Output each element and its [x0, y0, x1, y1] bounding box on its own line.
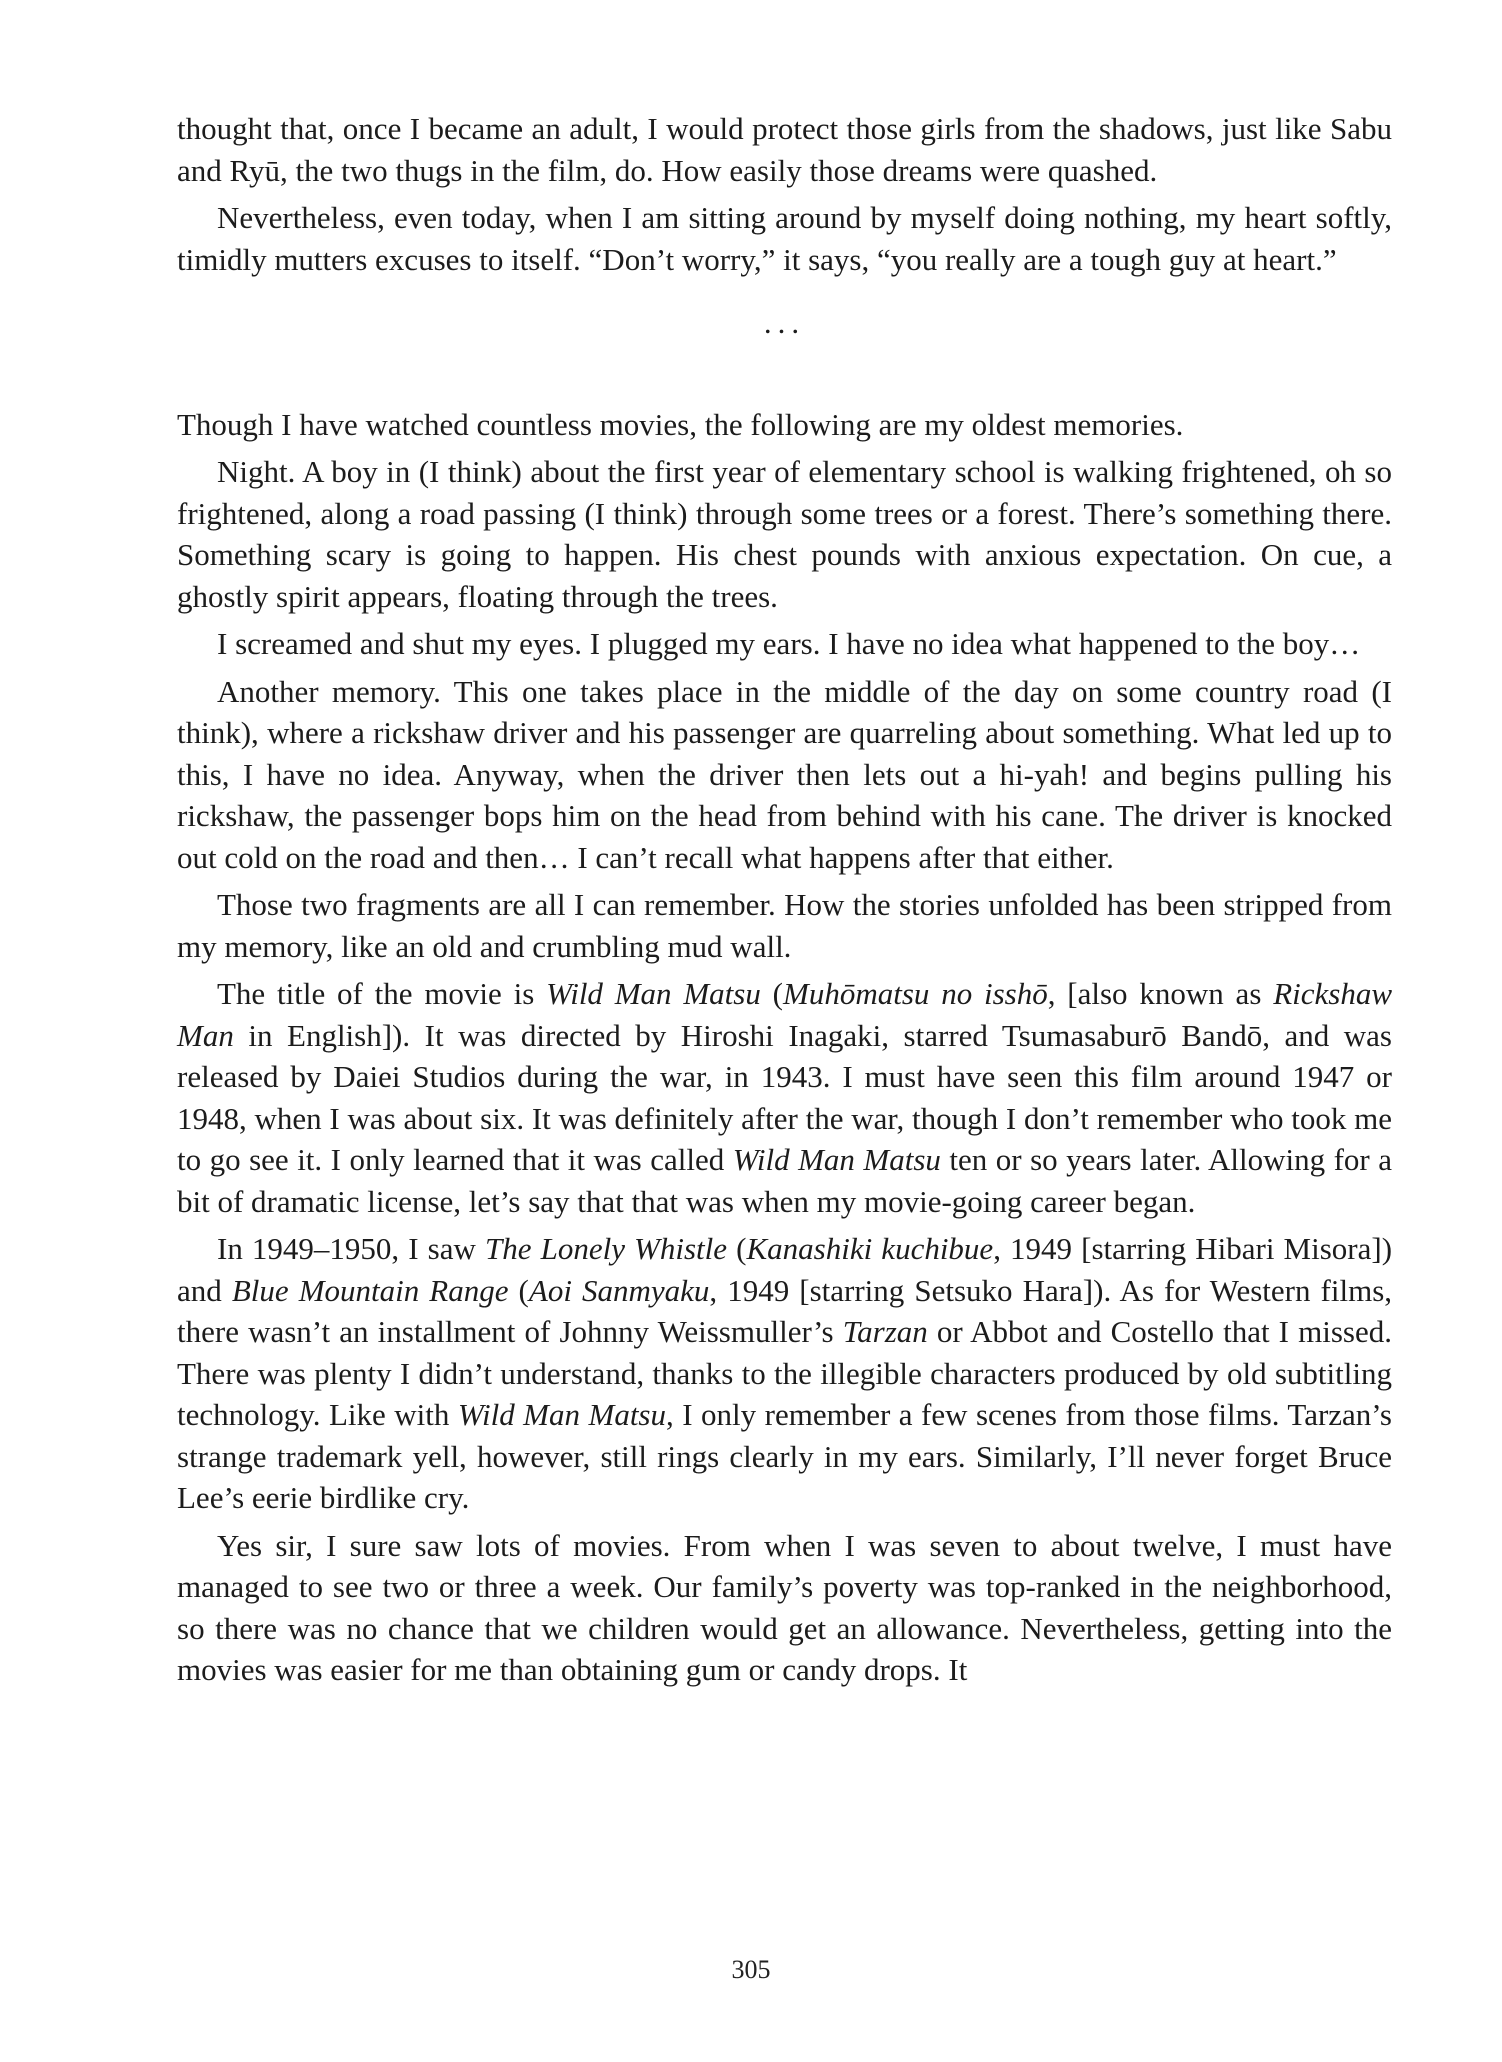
text-block-after-break — [177, 404, 1392, 1691]
italic-title-text: Rickshaw Man — [177, 976, 1392, 1053]
italic-title-text: The Lonely Whistle — [485, 1231, 728, 1266]
paragraph — [177, 451, 1392, 617]
paragraph-text: Yes sir, I sure saw lots of movies. From when I was seven to about twelve, I must have managed to see two or three a week. Our family’s poverty was top-ranked in the neighborhood, so there was no chance that we children would get an allowance. Nevertheless, getting into the movies was easier for me than obtaining gum or candy drops. It — [177, 1527, 1392, 1687]
section-break: ... — [763, 305, 806, 340]
italic-title-text: Kanashiki kuchibue — [746, 1231, 994, 1266]
paragraph-text: , I only remember a few scenes from those films. Tarzan’s strange trademark yell, however, still rings clearly in my ears. Similarly, I’ll never forget Bruce Lee’s eerie birdlike cry. — [177, 1397, 1392, 1515]
paragraph-text: Though I have watched countless movies, the following are my oldest memories. — [177, 406, 1184, 442]
text-block-before-break — [177, 108, 1392, 280]
book-page-body — [177, 108, 1392, 1697]
italic-title-text: Tarzan — [842, 1314, 928, 1349]
page-number: 305 — [731, 1955, 771, 1984]
paragraph — [177, 623, 1392, 665]
paragraph — [177, 197, 1392, 280]
paragraph-text: Those two fragments are all I can remember. How the stories unfolded has been stripped from my memory, like an old and crumbling mud wall. — [177, 887, 1392, 964]
paragraph-text: Another memory. This one takes place in the middle of the day on some country road (I think), where a rickshaw driver and his passenger are quarreling about something. What led up to this, I have no idea. Anyway, when the driver then lets out a hi-yah! and begins pulling his rickshaw, the passenger bops him on the head from behind with his cane. The driver is knocked out cold on the road and then… I can’t recall what happens after that either. — [177, 673, 1392, 875]
paragraph-text: , 1949 [starring Setsuko Hara]). As for Western films, there wasn’t an installment of Johnny Weissmuller’s — [177, 1272, 1393, 1349]
paragraph-text: in English]). It was directed by Hiroshi Inagaki, starred Tsumasaburō Bandō, and was released by Daiei Studios during the war, in 1943. I must have seen this film around 1947 or 1948, when I was about six. It was definitely after the war, though I don’t remember who took me to go see it. I only learned that it was called — [177, 1017, 1392, 1177]
paragraph-text: ( — [760, 976, 784, 1011]
paragraph-text: In 1949–1950, I saw — [217, 1231, 485, 1266]
italic-title-text: Blue Mountain Range — [231, 1272, 509, 1308]
paragraph-text: Night. A boy in (I think) about the first year of elementary school is walking frightened, oh so frightened, along a road passing (I think) through some trees or a forest. There’s something there. Something scary is going to happen. His chest pounds with anxious expectation. On cue, a ghostly spirit appears, floating through the trees. — [177, 454, 1392, 614]
paragraph-text: or Abbot and Costello that I missed. There was plenty I didn’t understand, thanks to the illegible characters produced by old subtitling technology. Like with — [177, 1314, 1392, 1432]
paragraph — [177, 1525, 1392, 1691]
paragraph — [177, 973, 1392, 1222]
paragraph-text: ten or so years later. Allowing for a bit of dramatic license, let’s say that that was when my movie-going career began. — [177, 1142, 1392, 1219]
paragraph-text: , [also known as — [1047, 976, 1274, 1011]
paragraph-text: The title of the movie is — [217, 976, 547, 1011]
italic-title-text: Wild Man Matsu — [546, 976, 761, 1011]
paragraph — [177, 404, 1392, 446]
paragraph-text: Nevertheless, even today, when I am sitting around by myself doing nothing, my heart softly, timidly mutters excuses to itself. “Don’t worry,” it says, “you really are a tough guy at heart.” — [177, 200, 1392, 277]
paragraph — [177, 108, 1392, 191]
paragraph — [177, 671, 1392, 879]
paragraph — [177, 1228, 1392, 1519]
paragraph-text: ( — [727, 1231, 747, 1266]
paragraph-text: I screamed and shut my eyes. I plugged my ears. I have no idea what happened to the boy… — [217, 626, 1361, 661]
paragraph — [177, 884, 1392, 967]
italic-title-text: Muhōmatsu no isshō — [783, 976, 1048, 1011]
italic-title-text: Wild Man Matsu — [732, 1142, 941, 1177]
paragraph-text: ( — [508, 1272, 529, 1308]
paragraph-text: , 1949 [starring Hibari Misora]) and — [177, 1231, 1393, 1308]
paragraph-text: thought that, once I became an adult, I would protect those girls from the shadows, just like Sabu and Ryū, the two thugs in the film, do. How easily those dreams were quashed. — [177, 111, 1392, 188]
italic-title-text: Wild Man Matsu — [457, 1397, 666, 1432]
italic-title-text: Aoi Sanmyaku — [528, 1272, 710, 1308]
